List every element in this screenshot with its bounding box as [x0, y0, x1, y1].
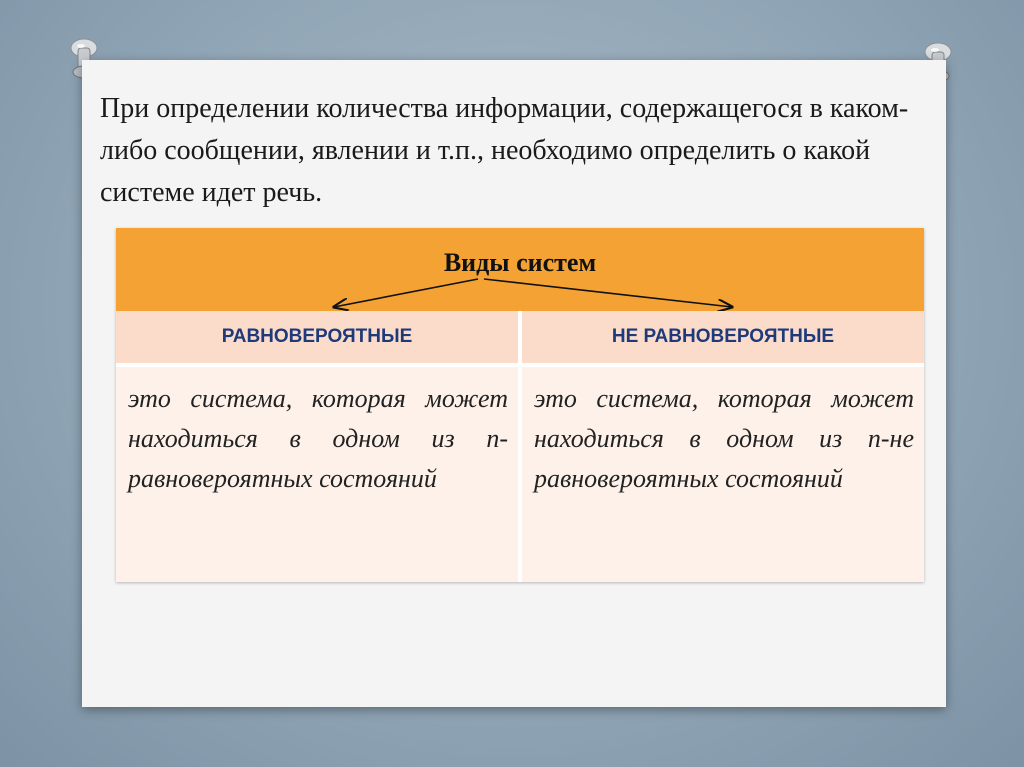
table-title: Виды систем	[443, 248, 597, 277]
column-header-equiprobable: РАВНОВЕРОЯТНЫЕ	[116, 311, 518, 363]
arrow-left	[334, 279, 478, 307]
column-body-non-equiprobable: это система, которая может находиться в одном из n-не равновероятных состояний	[522, 367, 924, 582]
column-body-equiprobable: это система, которая может находиться в одном из n-равновероятных состояний	[116, 367, 518, 582]
column-header-non-equiprobable: НЕ РАВНОВЕРОЯТНЫЕ	[522, 311, 924, 363]
intro-text: При определении количества информации, содержащегося в каком-либо сообщении, явлении и т.п., необходимо определить о какой системе идет речь.	[100, 93, 909, 208]
arrow-right	[484, 279, 732, 307]
systems-table	[116, 228, 924, 582]
